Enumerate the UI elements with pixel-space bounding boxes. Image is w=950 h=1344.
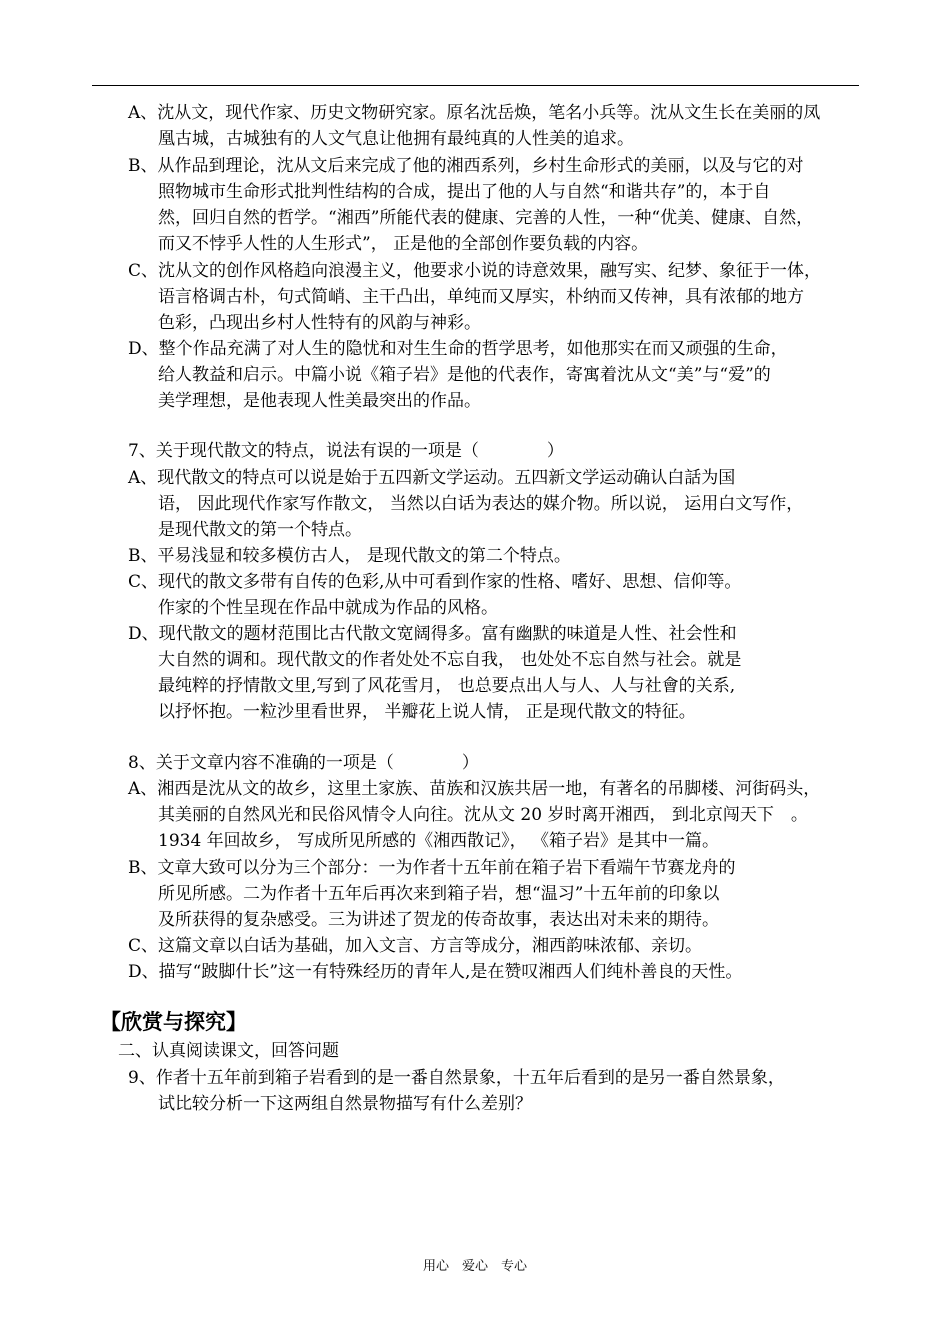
q7-option-a-line-1: A、现代散文的特点可以说是始于五四新文学运动。五四新文学运动确认白話为国 (128, 468, 736, 488)
q7-option-a-line-2: 语， 因此现代作家写作散文， 当然以白话为表达的媒介物。所以说， 运用白文写作， (158, 494, 804, 514)
q7-option-d-line-1: D、现代散文的题材范围比古代散文宽阔得多。富有幽默的味道是人性、社会性和 (128, 624, 737, 644)
q6-option-b-line-2: 照物城市生命形式批判性结构的合成，提出了他的人与自然“和谐共存”的，本于自 (158, 182, 771, 202)
q8-stem: 8、关于文章内容不准确的一项是（ ） (128, 753, 479, 773)
q8-option-a-line-2: 其美丽的自然风光和民俗风情令人向往。沈从文 20 岁时离开湘西， 到北京闯天下 。 (158, 805, 808, 825)
q8-option-b-line-1: B、文章大致可以分为三个部分：一为作者十五年前在箱子岩下看端午节赛龙舟的 (128, 858, 736, 878)
q6-option-b-line-4: 而又不悖乎人性的人生形式”， 正是他的全部创作要负载的内容。 (158, 234, 649, 254)
q7-option-c-line-1: C、现代的散文多带有自传的色彩,从中可看到作家的性格、嗜好、思想、信仰等。 (128, 572, 742, 592)
q6-option-d-line-2: 给人教益和启示。中篇小说《箱子岩》是他的代表作，寄寓着沈从文“美”与“爱”的 (158, 365, 771, 385)
page-footer: 用心 爱心 专心 (422, 1259, 527, 1274)
q8-option-d: D、描写“跛脚什长”这一有特殊经历的青年人,是在赞叹湘西人们纯朴善良的天性。 (128, 962, 743, 982)
q8-option-c: C、这篇文章以白话为基础，加入文言、方言等成分，湘西韵味浓郁、亲切。 (128, 936, 703, 956)
q6-option-d-line-1: D、整个作品充满了对人生的隐忧和对生生命的哲学思考，如他那实在而又顽强的生命， (128, 339, 788, 359)
q8-option-b-line-2: 所见所感。二为作者十五年后再次来到箱子岩，想“温习”十五年前的印象以 (158, 884, 720, 904)
q6-option-c-line-2: 语言格调古朴，句式简峭、主干凸出，单纯而又厚实，朴纳而又传神，具有浓郁的地方 (158, 287, 804, 307)
q6-option-c-line-1: C、沈从文的创作风格趋向浪漫主义，他要求小说的诗意效果，融写实、纪梦、象征于一体， (128, 261, 822, 281)
q8-option-a-line-1: A、湘西是沈从文的故乡，这里土家族、苗族和汉族共居一地，有著名的吊脚楼、河街码头， (128, 779, 821, 799)
q7-option-b: B、平易浅显和较多模仿古人， 是现代散文的第二个特点。 (128, 546, 571, 566)
q7-option-d-line-4: 以抒怀抱。一粒沙里看世界， 半瓣花上说人情， 正是现代散文的特征。 (158, 702, 696, 722)
q7-option-d-line-3: 最纯粹的抒情散文里,写到了风花雪月， 也总要点出人与人、人与社會的关系, (158, 676, 736, 696)
q6-option-a-line-2: 凰古城，古城独有的人文气息让他拥有最纯真的人性美的追求。 (158, 129, 634, 149)
q8-option-b-line-3: 及所获得的复杂感受。三为讲述了贺龙的传奇故事，表达出对未来的期待。 (158, 910, 719, 930)
q7-option-d-line-2: 大自然的调和。现代散文的作者处处不忘自我， 也处处不忘自然与社会。就是 (158, 650, 742, 670)
q6-option-b-line-3: 然，回归自然的哲学。“湘西”所能代表的健康、完善的人性，一种“优美、健康、自然， (158, 208, 814, 228)
q9-line-1: 9、作者十五年前到箱子岩看到的是一番自然景象，十五年后看到的是另一番自然景象， (128, 1068, 785, 1088)
section-subheading: 二、认真阅读课文，回答问题 (118, 1041, 339, 1061)
q9-line-2: 试比较分析一下这两组自然景物描写有什么差别？ (158, 1094, 532, 1114)
q7-stem: 7、关于现代散文的特点，说法有误的一项是（ ） (128, 441, 564, 461)
q7-option-c-line-2: 作家的个性呈现在作品中就成为作品的风格。 (158, 598, 498, 618)
q6-option-d-line-3: 美学理想，是他表现人性美最突出的作品。 (158, 391, 481, 411)
q6-option-a-line-1: A、沈从文，现代作家、历史文物研究家。原名沈岳焕，笔名小兵等。沈从文生长在美丽的凤 (128, 103, 821, 123)
q6-option-b-line-1: B、从作品到理论，沈从文后来完成了他的湘西系列，乡村生命形式的美丽，以及与它的对 (128, 156, 804, 176)
section-heading: 【欣赏与探究】 (100, 1009, 247, 1034)
q8-option-a-line-3: 1934 年回故乡， 写成所见所感的《湘西散记》， 《箱子岩》是其中一篇。 (158, 831, 719, 851)
header-rule (92, 85, 859, 86)
q7-option-a-line-3: 是现代散文的第一个特点。 (158, 520, 362, 540)
q6-option-c-line-3: 色彩，凸现出乡村人性特有的风韵与神彩。 (158, 313, 481, 333)
